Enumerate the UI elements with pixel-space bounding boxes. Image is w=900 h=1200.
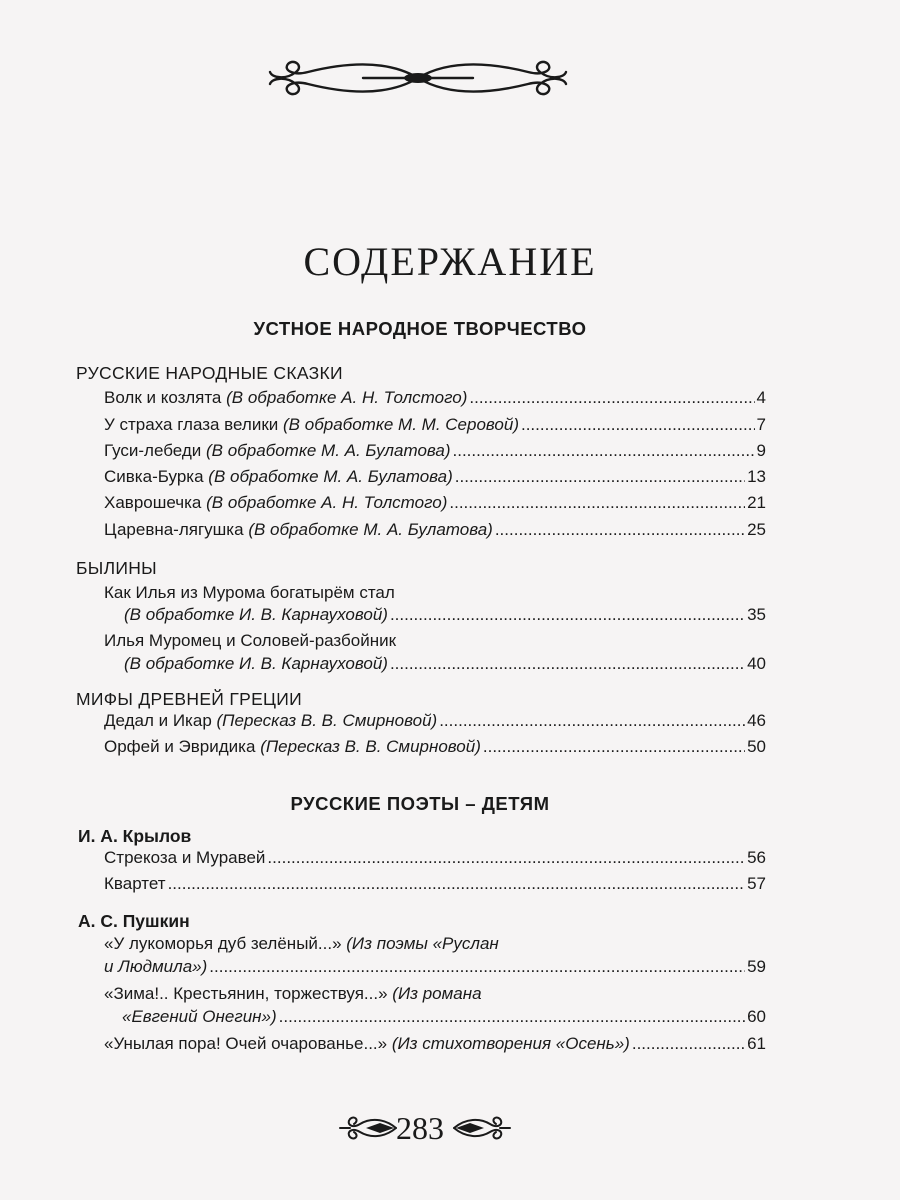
- dot-leader: [168, 872, 746, 896]
- entry-first-line: [104, 982, 482, 1006]
- entry-page: 61: [747, 1034, 766, 1053]
- entry-first-line: [104, 932, 499, 956]
- entry-title: Сивка-Бурка: [104, 467, 204, 486]
- entry-page: 56: [747, 848, 766, 867]
- entry-page: 57: [747, 874, 766, 893]
- toc-entry[interactable]: [104, 491, 766, 515]
- toc-entry[interactable]: [104, 413, 766, 437]
- entry-title: Орфей и Эвридика: [104, 737, 256, 756]
- entry-title: Гуси-лебеди: [104, 441, 202, 460]
- entry-title: Волк и козлята: [104, 388, 222, 407]
- entry-page: 35: [747, 605, 766, 624]
- entry-title: «Зима!.. Крестьянин, торжествуя...»: [104, 984, 388, 1003]
- toc-entry[interactable]: [104, 386, 766, 410]
- dot-leader: [267, 846, 745, 870]
- entry-page: 4: [756, 388, 766, 407]
- page-number: 283: [396, 1110, 444, 1146]
- dot-leader: [390, 603, 745, 627]
- entry-note: (В обработке А. Н. Толстого): [206, 493, 448, 512]
- entry-page: 21: [747, 493, 766, 512]
- section-title-folklore: УСТНОЕ НАРОДНОЕ ТВОРЧЕСТВО: [253, 318, 587, 339]
- top-ornament: [268, 58, 568, 98]
- entry-note: (Из романа: [392, 984, 482, 1003]
- author-krylov: И. А. Крылов: [78, 826, 192, 846]
- toc-entry[interactable]: [104, 955, 766, 979]
- entry-title: Квартет: [104, 874, 166, 893]
- page-number-ornament-right: [452, 1110, 514, 1146]
- dot-leader: [453, 439, 755, 463]
- entry-note: (В обработке И. В. Карнауховой): [124, 654, 388, 673]
- entry-note: (Пересказ В. В. Смирновой): [260, 737, 481, 756]
- dot-leader: [439, 709, 745, 733]
- toc-entry[interactable]: [104, 709, 766, 733]
- entry-note: (В обработке М. А. Булатова): [208, 467, 453, 486]
- dot-leader: [469, 386, 754, 410]
- group-title-fairy-tales: РУССКИЕ НАРОДНЫЕ СКАЗКИ: [76, 363, 343, 383]
- dot-leader: [455, 465, 745, 489]
- dot-leader: [279, 1005, 745, 1029]
- dot-leader: [390, 652, 745, 676]
- entry-title: Илья Муромец и Соловей-разбойник: [104, 631, 397, 650]
- entry-page: 13: [747, 467, 766, 486]
- entry-page: 46: [747, 711, 766, 730]
- entry-title: Как Илья из Мурома богатырём стал: [104, 583, 395, 602]
- entry-title: Хаврошечка: [104, 493, 202, 512]
- dot-leader: [521, 413, 755, 437]
- entry-note: (В обработке И. В. Карнауховой): [124, 605, 388, 624]
- dot-leader: [632, 1032, 745, 1056]
- entry-title: «Унылая пора! Очей очарованье...»: [104, 1034, 388, 1053]
- entry-note: (В обработке М. А. Булатова): [206, 441, 451, 460]
- entry-note: (В обработке А. Н. Толстого): [226, 388, 468, 407]
- entry-note: (Из поэмы «Руслан: [346, 934, 499, 953]
- entry-page: 40: [747, 654, 766, 673]
- toc-entry[interactable]: [122, 1005, 766, 1029]
- author-pushkin: А. С. Пушкин: [78, 911, 190, 931]
- section-title-poets: РУССКИЕ ПОЭТЫ – ДЕТЯМ: [290, 793, 550, 814]
- group-title-bylinas: БЫЛИНЫ: [76, 558, 157, 578]
- entry-title: Дедал и Икар: [104, 711, 212, 730]
- toc-entry[interactable]: [104, 846, 766, 870]
- dot-leader: [483, 735, 745, 759]
- dot-leader: [495, 518, 745, 542]
- toc-entry[interactable]: [124, 652, 766, 676]
- entry-note: (В обработке М. М. Серовой): [283, 415, 519, 434]
- toc-entry[interactable]: [104, 1032, 766, 1056]
- group-title-greek-myths: МИФЫ ДРЕВНЕЙ ГРЕЦИИ: [76, 689, 303, 709]
- entry-note: «Евгений Онегин»): [122, 1007, 277, 1026]
- toc-entry[interactable]: [104, 735, 766, 759]
- entry-note: (Пересказ В. В. Смирновой): [216, 711, 438, 730]
- toc-entry[interactable]: [104, 872, 766, 896]
- entry-page: 50: [747, 737, 766, 756]
- entry-page: 60: [747, 1007, 766, 1026]
- entry-page: 59: [747, 957, 766, 976]
- dot-leader: [209, 955, 745, 979]
- entry-title: У страха глаза велики: [104, 415, 279, 434]
- toc-entry[interactable]: [104, 518, 766, 542]
- page-title: СОДЕРЖАНИЕ: [303, 239, 597, 284]
- entry-title: Царевна-лягушка: [104, 520, 244, 539]
- toc-entry[interactable]: [124, 603, 766, 627]
- toc-entry[interactable]: [104, 439, 766, 463]
- entry-note: (Из стихотворения «Осень»): [391, 1034, 630, 1053]
- entry-note: (В обработке М. А. Булатова): [248, 520, 493, 539]
- toc-entry[interactable]: [104, 465, 766, 489]
- entry-page: 25: [747, 520, 766, 539]
- dot-leader: [449, 491, 745, 515]
- entry-title: «У лукоморья дуб зелёный...»: [104, 934, 342, 953]
- entry-title: Стрекоза и Муравей: [104, 848, 266, 867]
- entry-note: и Людмила»): [104, 957, 208, 976]
- entry-page: 7: [756, 415, 766, 434]
- entry-page: 9: [756, 441, 766, 460]
